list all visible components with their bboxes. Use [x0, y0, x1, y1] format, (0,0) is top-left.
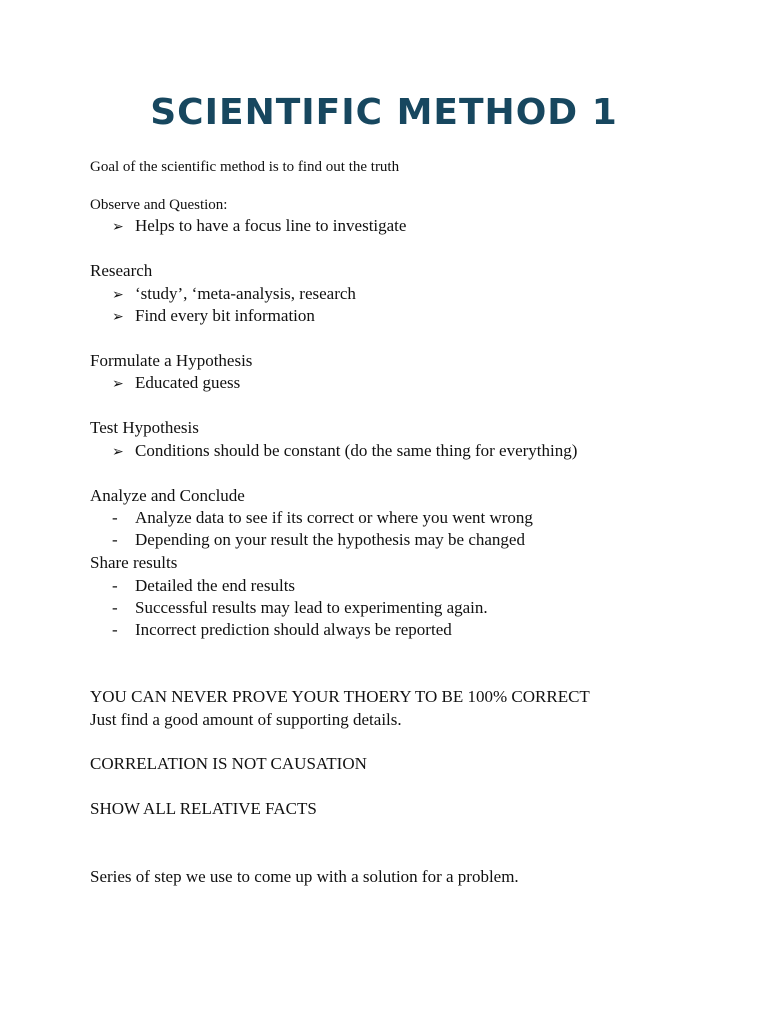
list-item [112, 598, 488, 618]
note-series: Series of step we use to come up with a solution for a problem. [90, 867, 519, 886]
list-item-text: Incorrect prediction should always be reported [135, 620, 452, 639]
list-item [112, 576, 295, 596]
arrow-bullet-icon: ➢ [112, 219, 124, 235]
arrow-bullet-icon: ➢ [112, 287, 124, 303]
list-item [112, 530, 525, 550]
list-item-text: Conditions should be constant (do the same thing for everything) [135, 441, 578, 460]
list-item-text: ‘study’, ‘meta-analysis, research [135, 284, 356, 303]
list-item [112, 216, 406, 237]
note-correlation: CORRELATION IS NOT CAUSATION [90, 754, 367, 773]
list-item-text: Educated guess [135, 373, 241, 392]
intro-text: Goal of the scientific method is to find out the truth [90, 159, 400, 175]
list-item [112, 508, 533, 528]
dash-bullet: - [112, 598, 118, 617]
page-title: SCIENTIFIC METHOD 1 [150, 92, 618, 133]
arrow-bullet-icon: ➢ [112, 444, 124, 460]
list-item-text: Successful results may lead to experimenting again. [135, 598, 488, 617]
section-heading-research: Research [90, 261, 153, 280]
note-facts: SHOW ALL RELATIVE FACTS [90, 799, 317, 818]
list-item-text: Depending on your result the hypothesis may be changed [135, 530, 525, 549]
section-heading-share: Share results [90, 553, 178, 572]
arrow-bullet-icon: ➢ [112, 376, 124, 392]
list-item-text: Analyze data to see if its correct or where you went wrong [135, 508, 533, 527]
note-prove: YOU CAN NEVER PROVE YOUR THOERY TO BE 100% CORRECT [90, 687, 590, 706]
dash-bullet: - [112, 508, 118, 527]
list-item [112, 306, 315, 327]
list-item-text: Helps to have a focus line to investigate [135, 216, 407, 235]
list-item [112, 284, 356, 305]
dash-bullet: - [112, 576, 118, 595]
section-heading-analyze: Analyze and Conclude [90, 486, 245, 505]
section-heading-test: Test Hypothesis [90, 418, 199, 437]
section-heading-observe: Observe and Question: [90, 197, 228, 213]
arrow-bullet-icon: ➢ [112, 309, 124, 325]
dash-bullet: - [112, 620, 118, 639]
list-item [112, 373, 240, 394]
section-heading-hypothesis: Formulate a Hypothesis [90, 351, 253, 370]
dash-bullet: - [112, 530, 118, 549]
list-item [112, 620, 452, 640]
list-item [112, 441, 577, 462]
note-prove-sub: Just find a good amount of supporting details. [90, 710, 402, 729]
list-item-text: Detailed the end results [135, 576, 296, 595]
list-item-text: Find every bit information [135, 306, 315, 325]
